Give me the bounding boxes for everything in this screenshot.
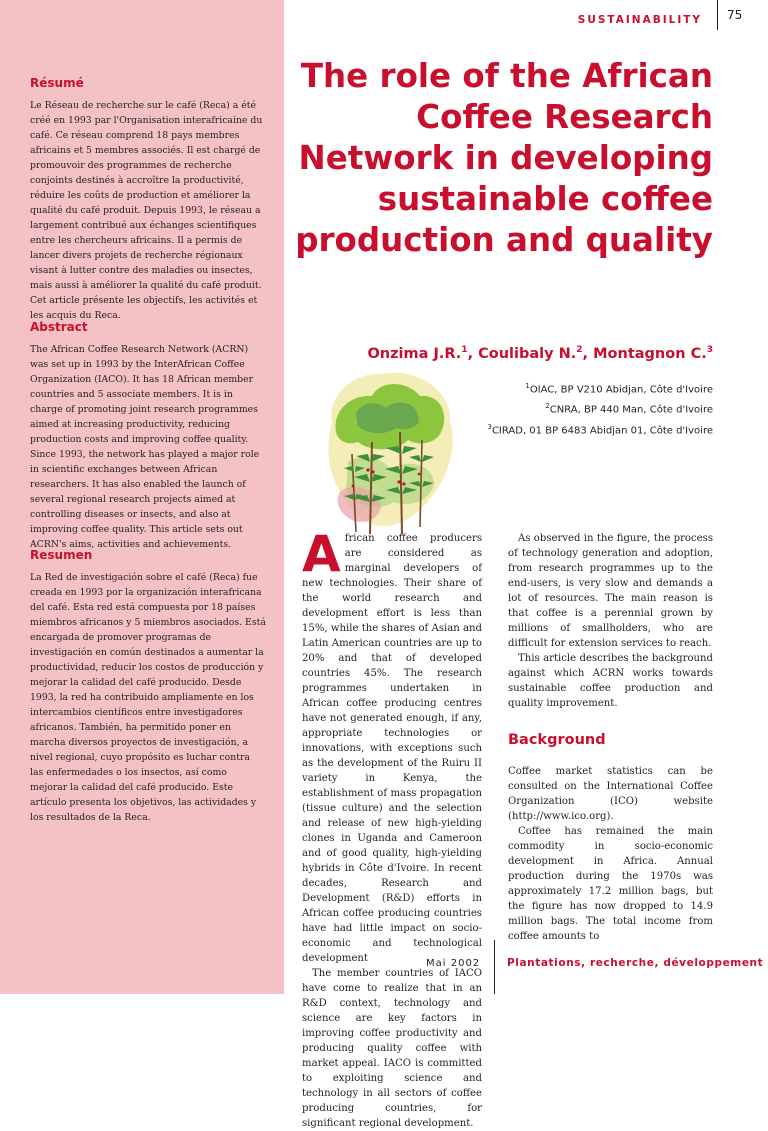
- authors-line: [367, 345, 713, 362]
- author-separator: ,: [467, 345, 479, 362]
- author-affil-ref: 3: [706, 345, 713, 355]
- resumen-block: [30, 548, 266, 825]
- affiliation: [487, 419, 713, 439]
- abstract-heading: Abstract: [30, 320, 88, 334]
- footer-divider: [494, 940, 495, 994]
- author-name: Onzima J.R.: [367, 345, 462, 362]
- author-affil-ref: 2: [576, 345, 583, 355]
- body-paragraph: This article describes the background against which ACRN works towards sustainable coffee production and quality improvement.: [508, 653, 713, 709]
- body-paragraph: Coffee market statistics can be consulted on the International Coffee Organization (ICO) website (http://www.ico.org).: [508, 766, 713, 822]
- affiliation-text: OIAC, BP V210 Abidjan, Côte d'Ivoire: [529, 384, 713, 396]
- body-paragraph: The member countries of IACO have come to realize that in an R&D context, technology and science are key factors in improving coffee productivity and producing quality coffee with market appeal. IACO is committed to exploiting science and technology in all sectors of coffee producing countries, for significant regional development.: [302, 968, 482, 1129]
- affiliation-ref: 2: [545, 402, 550, 411]
- abstract-block: [30, 320, 266, 552]
- affiliation-text: CIRAD, 01 BP 6483 Abidjan 01, Côte d'Ivoire: [491, 424, 713, 436]
- page-number: 75: [727, 8, 743, 22]
- body-paragraph: Coffee has remained the main commodity in socio-economic development in Africa. Annual production during the 1970s was approximately 17.2 million bags, but the figure has now dropped to 14.9 million bags. The total income from coffee amounts to: [508, 826, 713, 942]
- resume-heading: Résumé: [30, 76, 84, 90]
- drop-cap: A: [302, 525, 341, 583]
- affiliations: [487, 378, 713, 439]
- article-title: The role of the African Coffee Research Network in developing sustainable coffee production and quality: [295, 57, 713, 259]
- affiliation-text: CNRA, BP 440 Man, Côte d'Ivoire: [549, 404, 713, 416]
- author-name: Coulibaly N.: [478, 345, 577, 362]
- affiliation: [487, 398, 713, 418]
- intro-text: frican coffee producers are considered as marginal developers of new technologies. Their share of the world research and development effort is less than 15%, while the shares of Asian and Latin American countries are up to 20% and that of developed countries 45%. The research programmes undertaken in African coffee producing centres have not generated enough, if any, appropriate technologies or innovations, with exceptions such as the development of the Ruiru II variety in Kenya, the establishment of mass propagation (tissue culture) and the selection and release of new high-yielding clones in Uganda and Cameroon and of good quality, high-yielding hybrids in Côte d'Ivoire. In recent decades, Research and Development (R&D) efforts in African coffee producing countries have had little impact on socio-economic and technological development: [302, 533, 482, 964]
- abstract-text: The African Coffee Research Network (ACRN) was set up in 1993 by the InterAfrican Coffee Organization (IACO). It has 18 African member countries and 5 associate members. It is in charge of promoting joint research programmes aimed at increasing productivity, reducing production costs and improving coffee quality. Since 1993, the network has played a major role in scientific exchanges between African researchers. It has also enabled the launch of several regional research projects aimed at controlling diseases or insects, and also at improving coffee quality. This article sets out ACRN's aims, activities and achievements.: [30, 344, 260, 550]
- author-separator: ,: [582, 345, 594, 362]
- author-affil-ref: 1: [461, 345, 468, 355]
- affiliation-ref: 3: [487, 422, 492, 431]
- background-heading: Background: [508, 732, 606, 748]
- footer-date: Mai 2002: [426, 958, 481, 969]
- body-column-2: [508, 531, 713, 944]
- affiliation: [487, 378, 713, 398]
- author-name: Montagnon C.: [593, 345, 707, 362]
- intro-paragraph: [302, 525, 482, 966]
- resumen-text: La Red de investigación sobre el café (Reca) fue creada en 1993 por la organización interafricana del café. Esta red está compuesta por 18 países miembros africanos y 5 miembros asociados. Está encargada de promover programas de investigación en común destinados a aumentar la productividad, reducir los costos de producción y mejorar la calidad del café producido. Desde 1993, la red ha contribuido ampliamente en los intercambios científicos entre investigadores africanos. También, ha permitido poner en marcha diversos proyectos de investigación, a nivel regional, cuyo propósito es luchar contra las enfermedades o los insectos, así como mejorar la calidad del café producido. Este artículo presenta los objetivos, las actividades y los resultados de la Reca.: [30, 572, 266, 823]
- resume-text: Le Réseau de recherche sur le café (Reca) a été créé en 1993 par l'Organisation interafricaine du café. Ce réseau comprend 18 pays membres africains et 5 membres associés. Il est chargé de promouvoir des programmes de recherche conjoints destinés à accroître la productivité, réduire les coûts de production et améliorer la qualité du café produit. Depuis 1993, le réseau a largement contribué aux échanges scientifiques entre les chercheurs africains. Il a permis de lancer divers projets de recherche régionaux visant à lutter contre des maladies ou insectes, mais aussi à améliorer la qualité du café produit. Cet article présente les objectifs, les activités et les acquis du Reca.: [30, 100, 263, 321]
- coffee-plants-illustration: [322, 362, 462, 542]
- resume-block: [30, 76, 266, 323]
- section-label: SUSTAINABILITY: [577, 14, 702, 26]
- body-paragraph: As observed in the figure, the process of technology generation and adoption, from research programmes up to the end-users, is very slow and demands a lot of resources. The main reason is that coffee is a perennial grown by millions of smallholders, who are difficult for extension services to reach.: [508, 533, 713, 649]
- footer-journal: Plantations, recherche, développement: [507, 957, 764, 969]
- body-column-1: [302, 525, 482, 1131]
- resumen-heading: Resumen: [30, 548, 93, 562]
- affiliation-ref: 1: [525, 382, 530, 390]
